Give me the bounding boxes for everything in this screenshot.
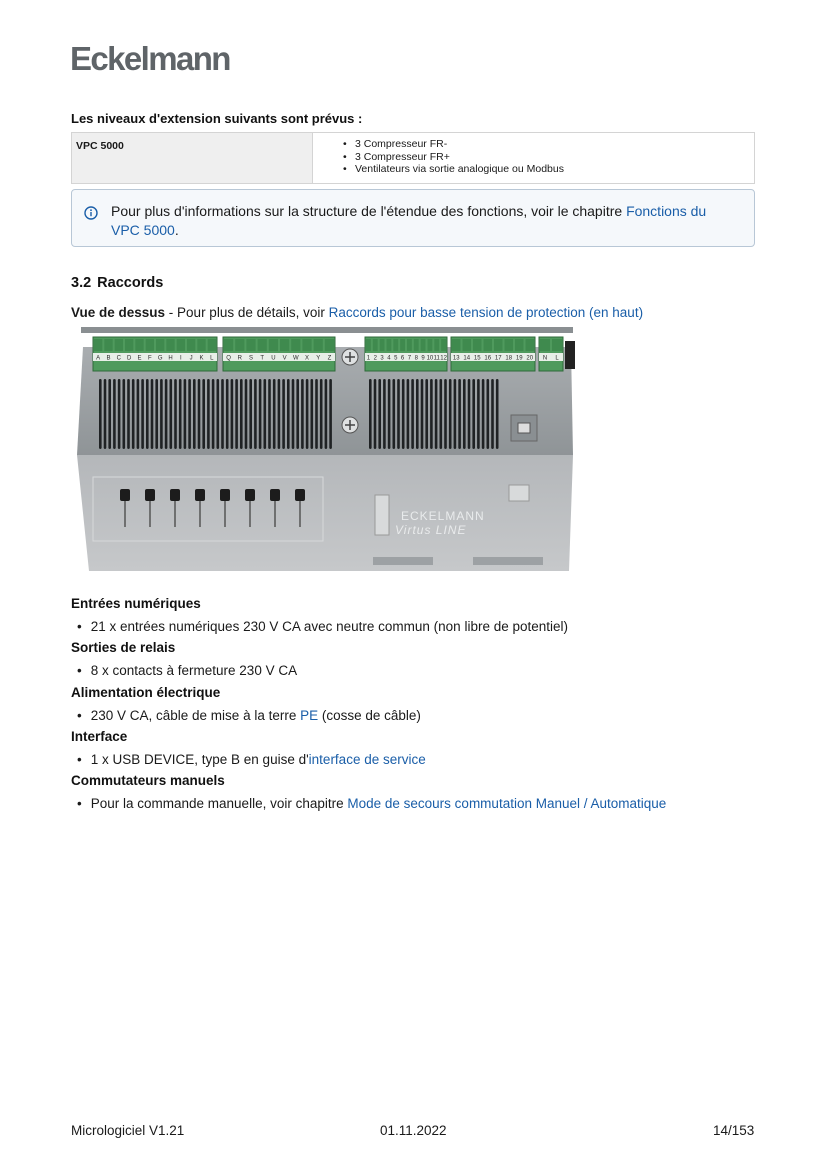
vent-slot: [108, 379, 111, 449]
extension-levels-heading: Les niveaux d'extension suivants sont prévus :: [71, 111, 363, 126]
controller-device-image: [73, 327, 581, 573]
vent-slot: [245, 379, 248, 449]
terminal-label: 8: [414, 355, 418, 362]
terminal-slot: [526, 339, 535, 351]
terminal-label: L: [210, 355, 214, 362]
terminal-label: J: [189, 355, 193, 362]
terminal-label: 2: [373, 355, 377, 362]
vent-slot: [458, 379, 461, 449]
low-voltage-connections-link[interactable]: Raccords pour basse tension de protection (en haut): [328, 305, 644, 320]
terminal-label: E: [137, 355, 142, 362]
vent-slot: [292, 379, 295, 449]
terminal-slot: [246, 339, 255, 351]
vent-slot: [113, 379, 116, 449]
vent-slot: [104, 379, 107, 449]
terminal-slot: [484, 339, 493, 351]
power-supply-heading: Alimentation électrique: [71, 685, 221, 700]
pe-link[interactable]: PE: [300, 708, 319, 723]
terminal-label: Y: [316, 355, 321, 362]
terminal-slot: [269, 339, 278, 351]
housing-front: [77, 455, 573, 571]
terminal-slot: [421, 339, 426, 351]
manual-switches-section: [71, 773, 667, 811]
terminal-slot: [177, 339, 185, 351]
terminal-slot: [125, 339, 133, 351]
vent-slot: [188, 379, 191, 449]
vent-slot: [235, 379, 238, 449]
terminal-label: Q: [226, 355, 231, 362]
terminal-label: S: [248, 355, 254, 362]
terminal-label: W: [292, 355, 299, 362]
terminal-label: 6: [400, 355, 405, 362]
note-end: .: [174, 222, 179, 238]
vent-slot: [477, 379, 480, 449]
section-number: 3.2: [71, 275, 92, 291]
manual-switches-heading: Commutateurs manuels: [71, 773, 225, 788]
vent-slot: [264, 379, 267, 449]
vent-slot: [282, 379, 285, 449]
vent-slot: [170, 379, 173, 449]
vent-slot: [287, 379, 290, 449]
terminal-slot: [400, 339, 405, 351]
terminal-slot: [115, 339, 123, 351]
terminal-block-b: [223, 337, 335, 371]
vent-slot: [146, 379, 149, 449]
vent-slot: [179, 379, 182, 449]
terminal-label: V: [282, 355, 287, 362]
info-note: [71, 189, 755, 247]
vent-slot: [383, 379, 386, 449]
terminal-label: Z: [327, 355, 332, 362]
item-text: 230 V CA, câble de mise à la terre: [90, 708, 301, 723]
list-item: • 3 Compresseur FR-: [343, 138, 754, 151]
service-interface-link[interactable]: interface de service: [308, 752, 426, 767]
vent-slot: [268, 379, 271, 449]
interface-heading: Interface: [71, 729, 128, 744]
terminal-slot: [505, 339, 514, 351]
top-view-label: Vue de dessus: [71, 305, 166, 320]
terminal-label: 9: [421, 355, 425, 362]
terminal-label: R: [237, 355, 242, 362]
vent-slot: [226, 379, 229, 449]
vent-slot: [402, 379, 405, 449]
vent-slot: [311, 379, 314, 449]
eckelmann-logo: Eckelmann: [70, 40, 230, 77]
vent-slot: [463, 379, 466, 449]
terminal-slot: [187, 339, 195, 351]
vent-slot: [421, 379, 424, 449]
footer-firmware: Micrologiciel V1.21: [71, 1123, 185, 1138]
terminal-slot: [463, 339, 472, 351]
terminal-slot: [428, 339, 433, 351]
terminal-block-c: [365, 337, 448, 371]
section-title: Raccords: [97, 275, 164, 291]
vent-slot: [240, 379, 243, 449]
terminal-slot: [104, 339, 112, 351]
vent-slot: [278, 379, 281, 449]
terminal-slot: [94, 339, 102, 351]
terminal-label: 14: [463, 355, 471, 362]
switch-knob: [195, 489, 205, 501]
digital-inputs-heading: Entrées numériques: [71, 596, 201, 611]
vent-slot: [165, 379, 168, 449]
terminal-slot: [434, 339, 439, 351]
list-item: • 21 x entrées numériques 230 V CA avec neutre commun (non libre de potentiel): [77, 619, 568, 634]
terminal-label: A: [96, 355, 101, 362]
section-heading: [71, 275, 163, 291]
vent-slot: [388, 379, 391, 449]
vent-slot: [472, 379, 475, 449]
terminal-slot: [208, 339, 216, 351]
vent-slot: [207, 379, 210, 449]
switch-knob: [120, 489, 130, 501]
list-item: • 3 Compresseur FR+: [343, 151, 754, 164]
switch-knob: [170, 489, 180, 501]
vent-slot: [468, 379, 471, 449]
terminal-label: H: [168, 355, 173, 362]
terminal-label: 16: [484, 355, 492, 362]
terminal-slot: [473, 339, 482, 351]
vent-slot: [378, 379, 381, 449]
terminal-label: 1: [366, 355, 371, 362]
terminal-label: F: [147, 355, 152, 362]
terminal-label: 20: [526, 355, 534, 362]
vent-slot: [198, 379, 201, 449]
vent-slot: [325, 379, 328, 449]
vent-slot: [320, 379, 323, 449]
terminal-block-d: [451, 337, 535, 371]
terminal-label: T: [260, 355, 265, 362]
terminal-label: G: [157, 355, 163, 362]
terminal-slot: [366, 339, 371, 351]
info-icon: [84, 206, 98, 220]
vent-slot: [221, 379, 224, 449]
terminal-label: 3: [380, 355, 384, 362]
vent-slot: [449, 379, 452, 449]
list-item: [77, 796, 666, 811]
list-item: • 8 x contacts à fermeture 230 V CA: [77, 663, 297, 678]
extension-levels-table: [71, 132, 755, 184]
vent-slot: [174, 379, 177, 449]
vent-slot: [491, 379, 494, 449]
table-features-cell: [313, 133, 754, 183]
vent-slot: [118, 379, 121, 449]
vent-slot: [155, 379, 158, 449]
interface-section: [71, 729, 426, 767]
terminal-slot: [135, 339, 143, 351]
terminal-label: I: [179, 355, 182, 362]
vent-slot: [440, 379, 443, 449]
vent-slot: [137, 379, 140, 449]
relay-outputs-heading: Sorties de relais: [71, 640, 176, 655]
vent-slot: [444, 379, 447, 449]
vent-slot: [407, 379, 410, 449]
terminal-slot: [302, 339, 311, 351]
terminal-label: B: [106, 355, 111, 362]
terminal-slot: [387, 339, 392, 351]
vent-slot: [425, 379, 428, 449]
terminal-slot: [166, 339, 174, 351]
vent-slot: [369, 379, 372, 449]
vent-slot: [259, 379, 262, 449]
terminal-label: 17: [494, 355, 502, 362]
terminal-slot: [515, 339, 524, 351]
vent-slot: [315, 379, 318, 449]
vent-slot: [416, 379, 419, 449]
note-body: Pour plus d'informations sur la structure de l'étendue des fonctions, voir le chapitre: [111, 203, 627, 219]
vent-slot: [374, 379, 377, 449]
terminal-label: 11: [433, 355, 440, 362]
vent-slot: [132, 379, 135, 449]
vent-slot: [482, 379, 485, 449]
terminal-slot: [441, 339, 446, 351]
terminal-slot: [373, 339, 378, 351]
terminal-slot: [393, 339, 398, 351]
terminal-slot: [224, 339, 233, 351]
device-brand: ECKELMANN: [401, 509, 485, 523]
features-list: [343, 138, 754, 176]
terminal-label: 13: [452, 355, 460, 362]
vent-slot: [151, 379, 154, 449]
terminal-slot: [291, 339, 300, 351]
vent-slot: [193, 379, 196, 449]
list-item: [77, 752, 426, 767]
terminal-label: 4: [387, 355, 391, 362]
vent-slot: [141, 379, 144, 449]
terminal-label: N: [542, 355, 548, 362]
terminal-label: 7: [407, 355, 412, 362]
terminal-slot: [156, 339, 164, 351]
terminal-slot: [540, 339, 550, 351]
relay-outputs-section: [71, 640, 298, 678]
vent-slot: [487, 379, 490, 449]
vent-slot: [184, 379, 187, 449]
vent-slot: [127, 379, 130, 449]
vent-slot: [454, 379, 457, 449]
vent-slot: [231, 379, 234, 449]
power-supply-section: [71, 685, 421, 723]
terminal-slot: [197, 339, 205, 351]
terminal-label: L: [555, 355, 559, 362]
terminal-slot: [235, 339, 244, 351]
item-text: Pour la commande manuelle, voir chapitre: [90, 796, 348, 811]
vent-slot: [160, 379, 163, 449]
terminal-slot: [146, 339, 154, 351]
terminal-slot: [452, 339, 461, 351]
terminal-label: 5: [394, 355, 398, 362]
vent-slot: [296, 379, 299, 449]
terminal-label: U: [271, 355, 276, 362]
vent-slot: [397, 379, 400, 449]
vent-slot: [435, 379, 438, 449]
vent-slot: [393, 379, 396, 449]
terminal-label: D: [126, 355, 132, 362]
top-view-caption: [71, 305, 643, 320]
top-view-text: - Pour plus de détails, voir: [165, 305, 329, 320]
emergency-mode-link[interactable]: Mode de secours commutation Manuel / Automatique: [347, 796, 667, 811]
switch-knob: [295, 489, 305, 501]
terminal-label: K: [199, 355, 204, 362]
switch-knob: [245, 489, 255, 501]
vent-slot: [249, 379, 252, 449]
switch-knob: [220, 489, 230, 501]
terminal-label: 15: [473, 355, 481, 362]
vent-slot: [430, 379, 433, 449]
footer-date: 01.11.2022: [380, 1123, 447, 1138]
terminal-block-a: [93, 337, 217, 371]
item-text: (cosse de câble): [318, 708, 421, 723]
terminal-slot: [380, 339, 385, 351]
terminal-slot: [552, 339, 562, 351]
terminal-block-e: [539, 337, 563, 371]
terminal-label: 18: [505, 355, 513, 362]
switch-knob: [270, 489, 280, 501]
list-item: • Ventilateurs via sortie analogique ou Modbus: [343, 163, 754, 176]
vent-slot: [202, 379, 205, 449]
terminal-slot: [407, 339, 412, 351]
vent-slot: [212, 379, 215, 449]
table-model-cell: VPC 5000: [72, 133, 313, 183]
list-item: [77, 708, 421, 723]
vent-slot: [301, 379, 304, 449]
terminal-label: 12: [440, 355, 447, 362]
terminal-slot: [258, 339, 267, 351]
item-text: 1 x USB DEVICE, type B en guise d': [90, 752, 309, 767]
functions-chapter-link[interactable]: Fonctions du VPC 5000: [111, 203, 707, 238]
terminal-slot: [414, 339, 419, 351]
terminal-label: X: [304, 355, 310, 362]
digital-inputs-section: [71, 596, 569, 634]
vent-slot: [254, 379, 257, 449]
vent-slot: [306, 379, 309, 449]
vent-slot: [99, 379, 102, 449]
terminal-slot: [314, 339, 323, 351]
device-model: Virtus LINE: [395, 523, 467, 537]
vent-slot: [123, 379, 126, 449]
note-text: [111, 202, 738, 240]
terminal-slot: [325, 339, 334, 351]
terminal-label: 10: [426, 355, 434, 362]
terminal-label: C: [116, 355, 122, 362]
terminal-label: 19: [515, 355, 523, 362]
terminal-slot: [494, 339, 503, 351]
vent-slot: [411, 379, 414, 449]
footer-page-number: 14/153: [713, 1123, 755, 1138]
vent-slot: [217, 379, 220, 449]
vent-slot: [273, 379, 276, 449]
vent-slot: [329, 379, 332, 449]
terminal-slot: [280, 339, 289, 351]
vent-slot: [496, 379, 499, 449]
switch-knob: [145, 489, 155, 501]
